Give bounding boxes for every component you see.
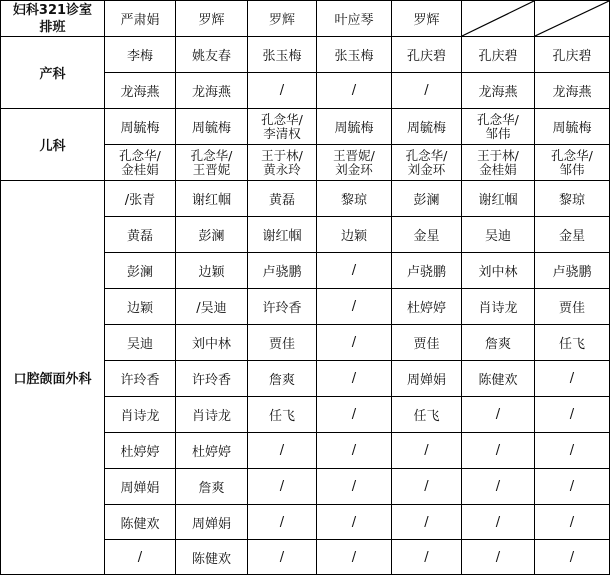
schedule-cell: / bbox=[535, 540, 610, 575]
schedule-cell: / bbox=[462, 397, 535, 433]
schedule-cell: / bbox=[392, 505, 462, 540]
schedule-cell: / bbox=[248, 469, 317, 505]
schedule-cell: / bbox=[317, 325, 392, 361]
schedule-cell: 边颖 bbox=[317, 217, 392, 253]
schedule-cell: 黎琼 bbox=[535, 181, 610, 217]
schedule-cell: 孔念华/ 邹伟 bbox=[462, 109, 535, 145]
schedule-cell: /吴迪 bbox=[176, 289, 248, 325]
header-cell: 严肃娟 bbox=[105, 1, 176, 37]
schedule-cell: 肖诗龙 bbox=[176, 397, 248, 433]
schedule-cell: 孔念华/ 邹伟 bbox=[535, 145, 610, 181]
header-cell: 罗辉 bbox=[248, 1, 317, 37]
schedule-cell: 贾佳 bbox=[535, 289, 610, 325]
schedule-cell: 任飞 bbox=[535, 325, 610, 361]
schedule-cell: 黄磊 bbox=[248, 181, 317, 217]
schedule-cell: / bbox=[535, 433, 610, 469]
schedule-cell: 许玲香 bbox=[248, 289, 317, 325]
schedule-cell: 张玉梅 bbox=[248, 37, 317, 73]
schedule-cell: / bbox=[392, 469, 462, 505]
schedule-cell: 陈健欢 bbox=[176, 540, 248, 575]
schedule-cell: / bbox=[392, 540, 462, 575]
schedule-cell: 詹爽 bbox=[462, 325, 535, 361]
schedule-cell: / bbox=[317, 289, 392, 325]
schedule-cell: 金星 bbox=[392, 217, 462, 253]
table-row bbox=[1, 181, 610, 217]
schedule-cell: / bbox=[462, 433, 535, 469]
schedule-cell: 周毓梅 bbox=[176, 109, 248, 145]
schedule-cell: / bbox=[317, 361, 392, 397]
schedule-cell: 吴迪 bbox=[105, 325, 176, 361]
schedule-cell: 边颖 bbox=[105, 289, 176, 325]
schedule-cell: 龙海燕 bbox=[105, 73, 176, 109]
header-cell: 罗辉 bbox=[392, 1, 462, 37]
schedule-cell: 周毓梅 bbox=[535, 109, 610, 145]
schedule-cell: / bbox=[535, 397, 610, 433]
schedule-cell: / bbox=[462, 505, 535, 540]
schedule-cell: 周婵娟 bbox=[392, 361, 462, 397]
table-title: 妇科321诊室 排班 bbox=[1, 1, 105, 37]
table-row bbox=[1, 37, 610, 73]
header-cell-diagonal bbox=[462, 1, 535, 37]
schedule-cell: 卢骁鹏 bbox=[248, 253, 317, 289]
schedule-cell: 王于林/ 黄永玲 bbox=[248, 145, 317, 181]
schedule-cell: 贾佳 bbox=[248, 325, 317, 361]
schedule-cell: 周毓梅 bbox=[105, 109, 176, 145]
schedule-cell: 彭澜 bbox=[105, 253, 176, 289]
schedule-cell: 刘中林 bbox=[462, 253, 535, 289]
schedule-cell: 周毓梅 bbox=[392, 109, 462, 145]
schedule-cell: 卢骁鹏 bbox=[392, 253, 462, 289]
schedule-cell: 黄磊 bbox=[105, 217, 176, 253]
schedule-cell: 周婵娟 bbox=[176, 505, 248, 540]
schedule-cell: 李梅 bbox=[105, 37, 176, 73]
table-row bbox=[1, 109, 610, 145]
schedule-cell: / bbox=[535, 469, 610, 505]
schedule-cell: / bbox=[248, 73, 317, 109]
schedule-cell: 孔念华/ 王晋妮 bbox=[176, 145, 248, 181]
schedule-cell: 周毓梅 bbox=[317, 109, 392, 145]
schedule-cell: 詹爽 bbox=[248, 361, 317, 397]
schedule-cell: 张玉梅 bbox=[317, 37, 392, 73]
schedule-cell: 任飞 bbox=[248, 397, 317, 433]
schedule-cell: 彭澜 bbox=[392, 181, 462, 217]
schedule-cell: / bbox=[317, 253, 392, 289]
schedule-cell: 孔念华/ 刘金环 bbox=[392, 145, 462, 181]
header-cell: 罗辉 bbox=[176, 1, 248, 37]
department-label-obstetrics: 产科 bbox=[1, 37, 105, 109]
schedule-cell: 孔庆碧 bbox=[535, 37, 610, 73]
diagonal-line bbox=[535, 1, 609, 36]
schedule-cell: 杜婷婷 bbox=[392, 289, 462, 325]
schedule-cell: 周婵娟 bbox=[105, 469, 176, 505]
schedule-cell: 肖诗龙 bbox=[462, 289, 535, 325]
schedule-cell: / bbox=[392, 73, 462, 109]
schedule-cell: / bbox=[248, 505, 317, 540]
schedule-cell: 王晋妮/ 刘金环 bbox=[317, 145, 392, 181]
schedule-cell: 边颖 bbox=[176, 253, 248, 289]
schedule-cell: 任飞 bbox=[392, 397, 462, 433]
schedule-cell: / bbox=[392, 433, 462, 469]
schedule-cell: 贾佳 bbox=[392, 325, 462, 361]
schedule-cell: 龙海燕 bbox=[535, 73, 610, 109]
schedule-cell: / bbox=[317, 505, 392, 540]
schedule-cell: / bbox=[535, 505, 610, 540]
schedule-cell: / bbox=[248, 540, 317, 575]
schedule-cell: / bbox=[317, 540, 392, 575]
schedule-cell: 孔庆碧 bbox=[392, 37, 462, 73]
schedule-cell: 孔庆碧 bbox=[462, 37, 535, 73]
schedule-cell: / bbox=[317, 433, 392, 469]
schedule-cell: 詹爽 bbox=[176, 469, 248, 505]
schedule-cell: 谢红帼 bbox=[462, 181, 535, 217]
schedule-cell: 杜婷婷 bbox=[105, 433, 176, 469]
schedule-cell: 卢骁鹏 bbox=[535, 253, 610, 289]
header-cell: 叶应琴 bbox=[317, 1, 392, 37]
schedule-cell: 黎琼 bbox=[317, 181, 392, 217]
schedule-cell: 谢红帼 bbox=[248, 217, 317, 253]
schedule-cell: / bbox=[105, 540, 176, 575]
schedule-cell: 王于林/ 金桂娟 bbox=[462, 145, 535, 181]
department-label-pediatrics: 儿科 bbox=[1, 109, 105, 181]
schedule-cell: 姚友春 bbox=[176, 37, 248, 73]
schedule-cell: / bbox=[535, 361, 610, 397]
schedule-cell: / bbox=[248, 433, 317, 469]
schedule-cell: 金星 bbox=[535, 217, 610, 253]
schedule-cell: 吴迪 bbox=[462, 217, 535, 253]
schedule-cell: 彭澜 bbox=[176, 217, 248, 253]
schedule-cell: 孔念华/ 金桂娟 bbox=[105, 145, 176, 181]
header-cell-diagonal bbox=[535, 1, 610, 37]
schedule-cell: 龙海燕 bbox=[462, 73, 535, 109]
schedule-cell: / bbox=[462, 540, 535, 575]
department-label-oral: 口腔颌面外科 bbox=[1, 181, 105, 575]
schedule-cell: 杜婷婷 bbox=[176, 433, 248, 469]
header-row bbox=[1, 1, 610, 37]
schedule-cell: 孔念华/ 李清权 bbox=[248, 109, 317, 145]
schedule-cell: / bbox=[462, 469, 535, 505]
schedule-cell: / bbox=[317, 73, 392, 109]
diagonal-line bbox=[462, 1, 534, 36]
schedule-cell: 谢红帼 bbox=[176, 181, 248, 217]
schedule-cell: 陈健欢 bbox=[462, 361, 535, 397]
schedule-cell: 刘中林 bbox=[176, 325, 248, 361]
schedule-cell: 龙海燕 bbox=[176, 73, 248, 109]
schedule-cell: 肖诗龙 bbox=[105, 397, 176, 433]
schedule-cell: /张青 bbox=[105, 181, 176, 217]
schedule-cell: 陈健欢 bbox=[105, 505, 176, 540]
schedule-cell: / bbox=[317, 469, 392, 505]
schedule-cell: 许玲香 bbox=[105, 361, 176, 397]
schedule-cell: / bbox=[317, 397, 392, 433]
schedule-cell: 许玲香 bbox=[176, 361, 248, 397]
